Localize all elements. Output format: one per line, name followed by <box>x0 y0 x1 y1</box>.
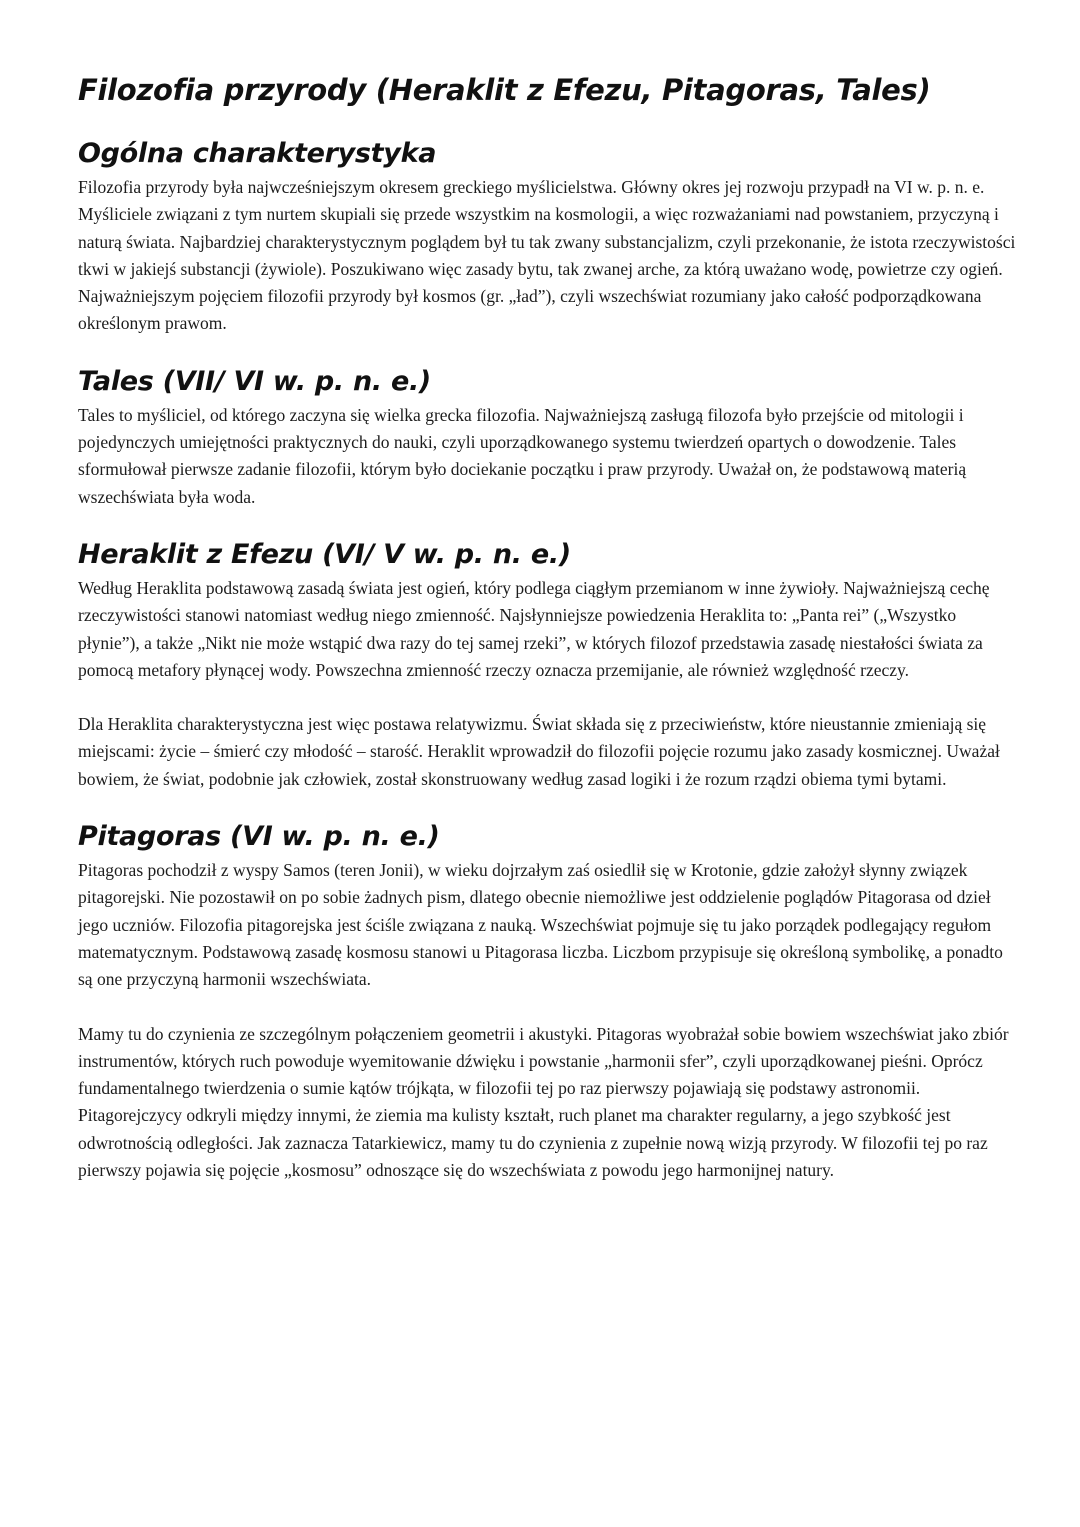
document-page <box>78 70 1018 1210</box>
paragraph: Pitagoras pochodził z wyspy Samos (teren Jonii), w wieku dojrzałym zaś osiedlił się w Krotonie, gdzie założył słynny związek pitagorejski. Nie pozostawił on po sobie żadnych pism, dlatego obecnie niemożliwe jest oddzielenie poglądów Pitagorasa od dzieł jego uczniów. Filozofia pitagorejska jest ściśle związana z nauką. Wszechświat pojmuje się tu jako porządek podlegający regułom matematycznym. Podstawową zasadę kosmosu stanowi u Pitagorasa liczba. Liczbom przypisuje się określoną symbolikę, a ponadto są one przyczyną harmonii wszechświata. <box>78 860 1003 990</box>
paragraph: Według Heraklita podstawową zasadą świata jest ogień, który podlega ciągłym przemianom w inne żywioły. Najważniejszą cechę rzeczywistości stanowi natomiast według niego zmienność. Najsłynniejsze powiedzenia Heraklita to: „Panta rei” („Wszystko płynie”), a także „Nikt nie może wstąpić dwa razy do tej samej rzeki”, w których filozof przedstawia zasadę niestałości świata za pomocą metafory płynącej wody. Powszechna zmienność rzeczy oznacza przemijanie, ale również względność rzeczy. <box>78 577 990 680</box>
section-heading: Ogólna charakterystyka <box>78 138 437 169</box>
paragraph: Filozofia przyrody była najwcześniejszym okresem greckiego myślicielstwa. Główny okres jej rozwoju przypadł na VI w. p. n. e. Myśliciele związani z tym nurtem skupiali się przede wszystkim na kosmologii, a więc rozważaniami nad powstaniem, przyczyną i naturą świata. Najbardziej charakterystycznym poglądem był tu tak zwany substancjalizm, czyli przekonanie, że istota rzeczywistości tkwi w jakiejś substancji (żywiole). Poszukiwano więc zasady bytu, tak zwanej arche, za którą uważano wodę, powietrze czy ogień. Najważniejszym pojęciem filozofii przyrody był kosmos (gr. „ład”), czyli wszechświat rozumiany jako całość podporządkowana określonym prawom. <box>78 177 1016 334</box>
paragraph-gap <box>78 684 1018 711</box>
paragraph: Mamy tu do czynienia ze szczególnym połączeniem geometrii i akustyki. Pitagoras wyobrażał sobie bowiem wszechświat jako zbiór instrumentów, których ruch powoduje wyemitowanie dźwięku i powstanie „harmonii sfer”, czyli uporządkowanej pieśni. Oprócz fundamentalnego twierdzenia o sumie kątów trójkąta, w filozofii tej po raz pierwszy pojawiają się podstawy astronomii. Pitagorejczycy odkryli między innymi, że ziemia ma kulisty kształt, ruch planet ma charakter regularny, a jego szybkość jest odwrotnością odległości. Jak zaznacza Tatarkiewicz, mamy tu do czynienia z zupełnie nową wizją przyrody. W filozofii tej po raz pierwszy pojawia się pojęcie „kosmosu” odnoszące się do wszechświata z powodu jego harmonijnej natury. <box>78 1023 1009 1181</box>
paragraph: Dla Heraklita charakterystyczna jest więc postawa relatywizmu. Świat składa się z przeciwieństw, które nieustannie zmieniają się miejscami: życie – śmierć czy młodość – starość. Heraklit wprowadził do filozofii pojęcie rozumu jako zasady kosmicznej. Uważał bowiem, że świat, podobnie jak człowiek, został skonstruowany według zasad logiki i że rozum rządzi obiema tymi bytami. <box>78 714 1000 789</box>
section-general <box>78 136 1018 338</box>
paragraph: Tales to myśliciel, od którego zaczyna się wielka grecka filozofia. Najważniejszą zasługą filozofa było przejście od mitologii i pojedynczych umiejętności praktycznych do nauki, czyli uporządkowanego systemu twierdzeń opartych o dowodzenie. Tales sformułował pierwsze zadanie filozofii, którym było dociekanie początku i praw przyrody. Uważał on, że podstawową materią wszechświata była woda. <box>78 404 967 507</box>
section-heraklit <box>78 537 1018 793</box>
section-pitagoras <box>78 819 1018 1184</box>
section-heading: Heraklit z Efezu (VI/ V w. p. n. e.) <box>78 538 571 570</box>
section-heading: Tales (VII/ VI w. p. n. e.) <box>78 365 431 397</box>
document-title: Filozofia przyrody (Heraklit z Efezu, Pitagoras, Tales) <box>78 73 931 107</box>
paragraph-gap <box>78 994 1018 1021</box>
section-tales <box>78 364 1018 511</box>
section-heading: Pitagoras (VI w. p. n. e.) <box>78 821 440 853</box>
